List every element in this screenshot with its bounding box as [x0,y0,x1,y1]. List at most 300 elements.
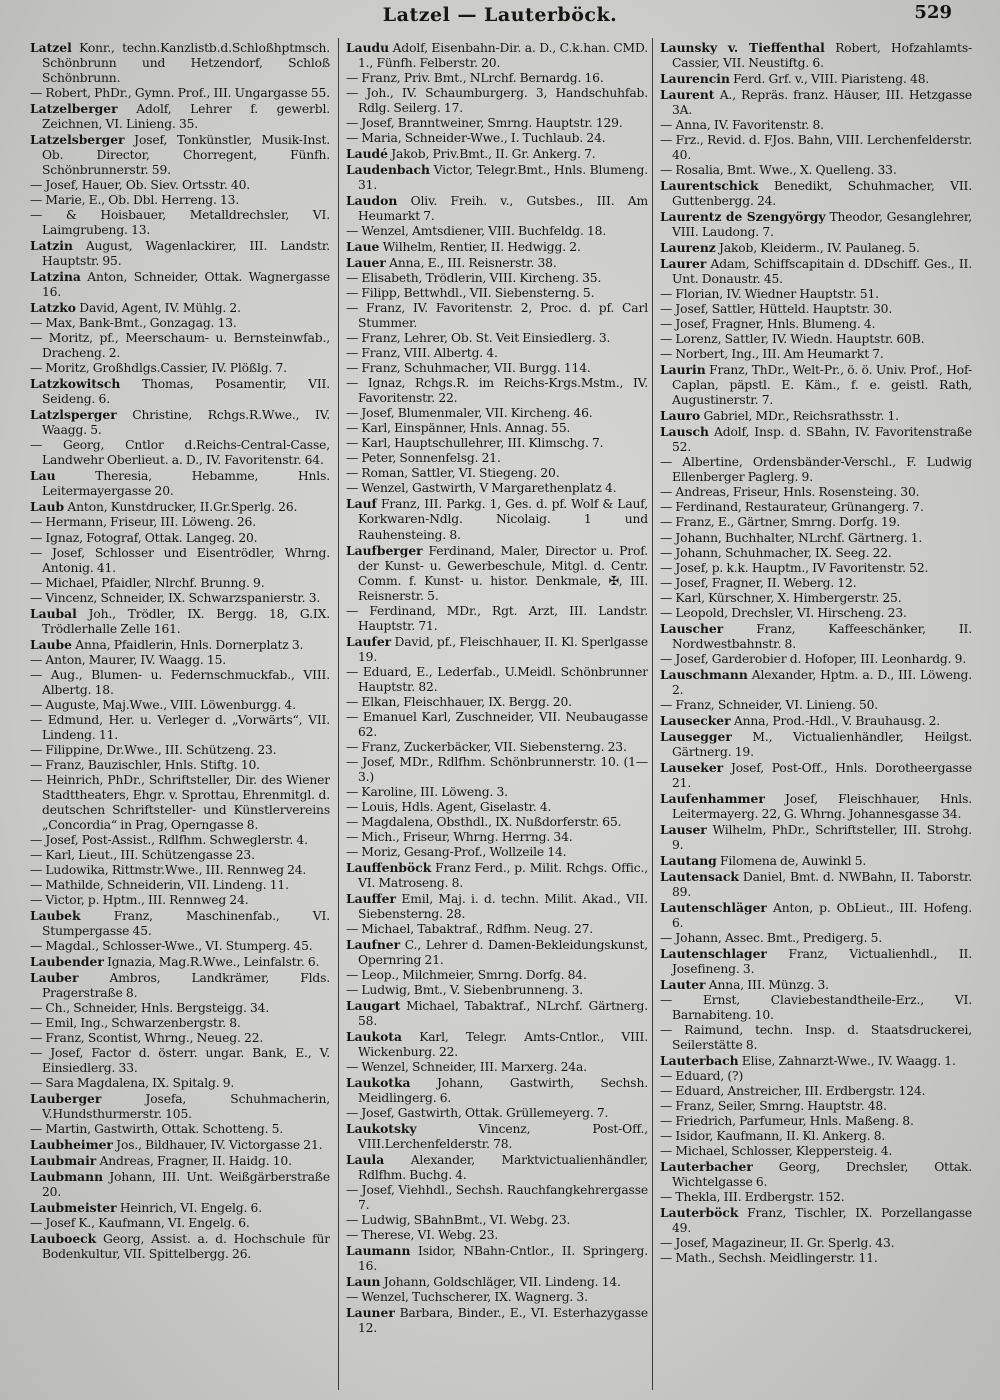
directory-entry [346,466,648,481]
entry-surname: Lauser [660,821,707,837]
entry-surname: Laufberger [346,542,423,558]
entry-surname: Laula [346,1152,385,1168]
entry-details: Thomas, Posamentir, VII. Seideng. 6. [42,377,330,407]
directory-entry [346,937,648,968]
entry-details: — Andreas, Friseur, Hnls. Rosensteing. 30. [660,485,920,500]
directory-entry [660,931,972,946]
directory-entry [30,300,330,316]
entry-surname: Laudé [346,146,388,162]
entry-details: Franz, Kaffeeschänker, II. Nordwestbahnstr. 8. [672,621,972,651]
directory-entry [346,361,648,376]
directory-entry [660,515,972,530]
directory-entry [660,729,972,760]
entry-surname: Laukotsky [346,1121,417,1137]
entry-details: — Florian, IV. Wiedner Hauptstr. 51. [660,287,879,302]
directory-entry [30,653,330,668]
entry-details: Isidor, NBahn-Cntlor., II. Springerg. 16. [358,1244,648,1274]
entry-details: — Leop., Milchmeier, Smrng. Dorfg. 84. [346,967,587,982]
entry-details: — Franz, E., Gärtner, Smrng. Dorfg. 19. [660,515,901,530]
entry-surname: Lauterbach [660,1053,739,1069]
entry-surname: Lauberger [30,1091,102,1107]
directory-entry [660,485,972,500]
directory-entry [346,665,648,695]
directory-entry [660,822,972,853]
entry-surname: Latzin [30,238,73,254]
entry-details: — Karl, Lieut., III. Schützengasse 23. [30,847,255,862]
directory-entry [346,968,648,983]
entry-surname: Laumann [346,1243,411,1259]
entry-details: — Wenzel, Amtsdiener, VIII. Buchfeldg. 18. [346,224,607,239]
entry-surname: Laubender [30,953,104,969]
directory-entry [30,637,330,653]
entry-details: — Auguste, Maj.Wwe., VIII. Löwenburgg. 4. [30,697,296,712]
directory-entry [346,1213,648,1228]
entry-details: — Josef, MDr., Rdlfhm. Schönbrunnerstr. 10. (1—3.) [346,754,648,784]
entry-details: Robert, Hofzahlamts-Cassier, VII. Neustiftg. 6. [672,41,972,71]
directory-entry [30,531,330,546]
directory-entry [346,1152,648,1183]
directory-entry [660,302,972,317]
directory-entry [660,977,972,993]
directory-entry [660,256,972,287]
entry-details: — Franz, Bauzischler, Hnls. Stiftg. 10. [30,757,260,772]
directory-entry [346,983,648,998]
directory-entry [660,900,972,931]
entry-surname: Laubmann [30,1169,104,1185]
entry-details: — Max, Bank-Bmt., Gonzagag. 13. [30,316,237,331]
entry-details: — Norbert, Ing., III. Am Heumarkt 7. [660,347,884,362]
column-middle [346,40,648,1392]
entry-details: — Martin, Gastwirth, Ottak. Schotteng. 5. [30,1122,284,1137]
entry-details: Franz, Maschinenfab., VI. Stumpergasse 45. [42,908,330,938]
directory-entry [660,791,972,822]
entry-details: Anna, E., III. Reisnerstr. 38. [385,256,557,271]
entry-details: — Johann, Assec. Bmt., Predigerg. 5. [660,930,883,945]
entry-details: Ignazia, Mag.R.Wwe., Leinfalstr. 6. [103,954,320,969]
directory-entry [660,455,972,485]
entry-details: — Friedrich, Parfumeur, Hnls. Maßeng. 8. [660,1114,914,1129]
entry-details: — Elkan, Fleischhauer, IX. Bergg. 20. [346,694,572,709]
entry-details: — Ernst, Claviebestandtheile-Erz., VI. Barnabiteng. 10. [660,992,972,1022]
entry-details: M., Victualienhändler, Heilgst. Gärtnerg. 19. [672,729,972,759]
entry-details: Johann, III. Unt. Weißgärberstraße 20. [42,1170,330,1200]
directory-entry [660,576,972,591]
entry-details: Franz Ferd., p. Milit. Rchgs. Offic., VI. Matroseng. 8. [358,860,648,890]
entry-details: — Roman, Sattler, VI. Stiegeng. 20. [346,466,560,481]
directory-entry [346,1305,648,1336]
entry-surname: Lauber [30,969,79,985]
entry-surname: Lauter [660,976,706,992]
entry-details: Adolf, Lehrer f. gewerbl. Zeichnen, VI. Linieng. 35. [42,102,330,132]
entry-details: — Math., Sechsh. Meidlingerstr. 11. [660,1251,878,1266]
entry-details: Andreas, Fragner, II. Haidg. 10. [96,1154,292,1169]
entry-details: Josef, Post-Off., Hnls. Dorotheergasse 21. [672,760,972,790]
directory-entry [660,667,972,698]
entry-details: Vincenz, Post-Off., VIII.Lerchenfelderstr. 78. [358,1122,648,1152]
entry-details: — Josef, Blumenmaler, VII. Kircheng. 46. [346,406,593,421]
directory-entry [346,1106,648,1121]
entry-details: — Magdal., Schlosser-Wwe., VI. Stumperg. 45. [30,938,313,953]
entry-details: Anton, Schneider, Ottak. Wagnergasse 16. [42,270,330,300]
directory-entry [346,496,648,542]
directory-entry [660,163,972,178]
directory-entry [660,500,972,515]
entry-surname: Laurentz de Szengyörgy [660,209,826,225]
directory-entry [346,255,648,271]
entry-surname: Latzelberger [30,101,118,117]
entry-details: Josef, Fleischhauer, Hnls. Leitermayerg. 22, G. Whrng. Johannesgasse 34. [672,791,972,821]
directory-entry [30,269,330,300]
directory-entry [660,240,972,256]
entry-details: Johann, Goldschläger, VII. Lindeng. 14. [380,1275,621,1290]
directory-entry [660,1069,972,1084]
entry-surname: Laukota [346,1029,402,1045]
entry-details: — Therese, VI. Webg. 23. [346,1228,499,1243]
directory-entry [346,406,648,421]
running-head: Latzel — Lauterböck. [382,4,618,26]
directory-entry [346,1243,648,1274]
directory-entry [346,634,648,665]
entry-details: Franz, Tischler, IX. Porzellangasse 49. [672,1206,972,1236]
columns [30,40,972,1392]
entry-details: — Josef, Viehhdl., Sechsh. Rauchfangkehrergasse 7. [346,1183,648,1213]
directory-entry [346,436,648,451]
entry-details: — Heinrich, PhDr., Schriftsteller, Dir. des Wiener Stadttheaters, Ehgr. v. Sprottau, Ehrenmitgl. d. deutschen Schriftsteller- und Künstlervereins „Concordia“ in Prag, Operngasse 8. [30,772,330,832]
entry-details: — Karoline, III. Löweng. 3. [346,784,508,799]
entry-details: — Raimund, techn. Insp. d. Staatsdruckerei, Seilerstätte 8. [660,1023,972,1053]
entry-details: — Ludowika, Rittmstr.Wwe., III. Rennweg 24. [30,862,307,877]
directory-entry [346,1274,648,1290]
entry-details: — Filipp, Bettwhdl., VII. Siebensterng. 5. [346,286,595,301]
entry-details: — Georg, Cntlor d.Reichs-Central-Casse, Landwehr Oberlieut. a. D., IV. Favoritenstr. 64. [30,438,330,468]
entry-details: Theodor, Gesanglehrer, VIII. Laudong. 7. [672,210,972,240]
entry-details: Josefa, Schuhmacherin, V.Hundsthurmerstr. 105. [42,1092,330,1122]
directory-entry [346,1228,648,1243]
entry-surname: Laube [30,636,72,652]
directory-entry [30,193,330,208]
entry-surname: Laurentschick [660,178,759,194]
entry-details: Anna, III. Münzg. 3. [705,977,829,992]
entry-details: Franz, Victualienhdl., II. Josefineng. 3. [672,946,972,976]
entry-details: Anton, Kunstdrucker, II.Gr.Sperlg. 26. [64,500,298,515]
directory-entry [30,178,330,193]
directory-entry [30,833,330,848]
entry-details: — Franz, Zuckerbäcker, VII. Siebensterng. 23. [346,739,627,754]
directory-entry [30,878,330,893]
entry-details: Barbara, Binder., E., VI. Esterhazygasse 12. [358,1306,648,1336]
entry-details: August, Wagenlackirer, III. Landstr. Hauptstr. 95. [42,239,330,269]
entry-details: David, pf., Fleischhauer, II. Kl. Sperlgasse 19. [358,634,648,664]
directory-entry [30,1091,330,1122]
directory-entry [346,481,648,496]
entry-details: — Moritz, Großhdlgs.Cassier, IV. Plößlg. 7. [30,361,287,376]
entry-surname: Lauffer [346,890,396,906]
entry-details: Christine, Rchgs.R.Wwe., IV. Waagg. 5. [42,408,330,438]
entry-details: — Mich., Friseur, Whrng. Herrng. 34. [346,829,573,844]
directory-entry [30,438,330,468]
entry-details: — Michael, Tabaktraf., Rdfhm. Neug. 27. [346,921,594,936]
directory-entry [346,845,648,860]
directory-entry [30,743,330,758]
directory-entry [30,893,330,908]
entry-details: C., Lehrer d. Damen-Bekleidungskunst, Opernring 21. [358,937,648,967]
directory-entry [30,668,330,698]
entry-surname: Launsky v. Tieffenthal [660,40,825,55]
directory-entry [346,224,648,239]
directory-entry [660,40,972,71]
entry-details: — Franz, Priv. Bmt., NLrchf. Bernardg. 16. [346,71,604,86]
directory-entry [660,408,972,424]
entry-details: — Josef, Gastwirth, Ottak. Grüllemeyerg. 7. [346,1106,609,1121]
directory-entry [30,376,330,407]
entry-surname: Latzlsperger [30,407,117,423]
entry-details: — Franz, Seiler, Smrng. Hauptstr. 48. [660,1099,887,1114]
entry-details: Theresia, Hebamme, Hnls. Leitermayergasse 20. [42,469,330,499]
entry-details: Anna, Pfaidlerin, Hnls. Dornerplatz 3. [71,637,304,652]
directory-entry [30,546,330,576]
directory-entry [30,954,330,970]
entry-details: — Ignaz, Rchgs.R. im Reichs-Krgs.Mstm., IV. Favoritenstr. 22. [346,376,648,406]
directory-entry [660,1099,972,1114]
entry-details: — Ludwig, Bmt., V. Siebenbrunneng. 3. [346,982,584,997]
entry-surname: Lauterböck [660,1205,739,1221]
entry-surname: Lauffenböck [346,859,432,875]
entry-details: — Victor, p. Hptm., III. Rennweg 24. [30,892,249,907]
entry-surname: Laurencin [660,71,730,87]
directory-entry [660,133,972,163]
entry-details: — Wenzel, Schneider, III. Marxerg. 24a. [346,1060,587,1075]
entry-surname: Lausecker [660,712,731,728]
directory-entry [660,1236,972,1251]
entry-details: — Anna, IV. Favoritenstr. 8. [660,118,824,133]
directory-entry [346,815,648,830]
directory-entry [30,848,330,863]
directory-entry [346,86,648,116]
directory-entry [660,531,972,546]
directory-entry [30,40,330,86]
entry-surname: Lauro [660,408,701,424]
entry-details: — Ch., Schneider, Hnls. Bergsteigg. 34. [30,1000,270,1015]
entry-details: — Isidor, Kaufmann, II. Kl. Ankerg. 8. [660,1129,886,1144]
directory-entry [660,606,972,621]
entry-details: — Karl, Einspänner, Hnls. Annag. 55. [346,421,571,436]
directory-entry [346,71,648,86]
entry-details: — Filippine, Dr.Wwe., III. Schützeng. 23. [30,742,277,757]
entry-details: Daniel, Bmt. d. NWBahn, II. Taborstr. 89. [672,869,972,899]
directory-entry [660,869,972,900]
entry-details: Alexander, Hptm. a. D., III. Löweng. 2. [672,667,972,697]
entry-details: — Karl, Kürschner, X. Himbergerstr. 25. [660,590,902,605]
directory-entry [660,652,972,667]
directory-entry [660,1251,972,1266]
entry-details: — Eduard, E., Lederfab., U.Meidl. Schönbrunner Hauptstr. 82. [346,664,648,694]
entry-details: Heinrich, VI. Engelg. 6. [116,1201,262,1216]
directory-entry [660,713,972,729]
entry-surname: Lausch [660,424,709,440]
entry-details: Wilhelm, Rentier, II. Hedwigg. 2. [379,240,581,255]
directory-entry [346,40,648,71]
directory-entry [30,1137,330,1153]
entry-details: — Franz, Schneider, VI. Linieng. 50. [660,697,879,712]
directory-entry [346,162,648,193]
entry-details: — Josef, Schlosser und Eisentrödler, Whrng. Antonig. 41. [30,545,330,575]
entry-details: — Albertine, Ordensbänder-Verschl., F. Ludwig Ellenberger Paglerg. 9. [660,455,972,485]
entry-surname: Lauschmann [660,666,748,682]
entry-surname: Lauboeck [30,1231,97,1247]
directory-entry [30,1046,330,1076]
entry-details: — Ludwig, SBahnBmt., VI. Webg. 23. [346,1213,571,1228]
entry-surname: Laubmair [30,1153,97,1169]
entry-details: — Sara Magdalena, IX. Spitalg. 9. [30,1076,235,1091]
entry-details: — Ferdinand, MDr., Rgt. Arzt, III. Landstr. Hauptstr. 71. [346,603,648,633]
entry-details: — Wenzel, Tuchscherer, IX. Wagnerg. 3. [346,1290,588,1305]
directory-entry [660,332,972,347]
directory-entry [660,1053,972,1069]
entry-details: — Karl, Hauptschullehrer, III. Klimschg. 7. [346,436,604,451]
entry-details: — Lorenz, Sattler, IV. Wiedn. Hauptstr. 60B. [660,332,925,347]
directory-entry [30,908,330,939]
directory-entry [30,331,330,361]
directory-entry [660,87,972,118]
directory-entry [30,713,330,743]
entry-surname: Laufenhammer [660,790,765,806]
entry-details: — Peter, Sonnenfelsg. 21. [346,451,501,466]
directory-entry [660,1144,972,1159]
entry-details: — Leopold, Drechsler, VI. Hirscheng. 23. [660,605,907,620]
entry-details: — Michael, Pfaidler, Nlrchf. Brunng. 9. [30,575,265,590]
entry-details: — Josef, Post-Assist., Rdlfhm. Schweglerstr. 4. [30,832,308,847]
entry-details: — Josef, Branntweiner, Smrng. Hauptstr. 129. [346,116,623,131]
directory-entry [346,376,648,406]
directory-entry [346,331,648,346]
entry-details: — Josef, Hauer, Ob. Siev. Ortsstr. 40. [30,178,251,193]
entry-details: — Maria, Schneider-Wwe., I. Tuchlaub. 24. [346,131,606,146]
entry-details: Anna, Prod.-Hdl., V. Brauhausg. 2. [730,713,941,728]
entry-details: Josef, Tonkünstler, Musik-Inst. Ob. Director, Chorregent, Fünfh. Schönbrunnerstr. 59. [42,133,330,178]
directory-entry [346,451,648,466]
directory-entry [30,1016,330,1031]
directory-entry [660,317,972,332]
entry-details: — Franz, Schuhmacher, VII. Burgg. 114. [346,361,591,376]
directory-entry [346,710,648,740]
entry-surname: Lausegger [660,728,732,744]
entry-details: Jos., Bildhauer, IV. Victorgasse 21. [112,1138,323,1153]
entry-details: Georg, Assist. a. d. Hochschule für Bodenkultur, VII. Spittelbergg. 26. [42,1232,330,1262]
directory-entry [346,286,648,301]
entry-details: — Eduard, Anstreicher, III. Erdbergstr. 124. [660,1084,926,1099]
entry-details: — Josef, Factor d. österr. ungar. Bank, E., V. Einsiedlerg. 33. [30,1046,330,1076]
entry-surname: Laurin [660,362,706,378]
entry-details: — Magdalena, Obsthdl., IX. Nußdorferstr. 65. [346,814,622,829]
entry-details: Adolf, Insp. d. SBahn, IV. Favoritenstraße 52. [672,425,972,455]
entry-details: — Franz, Lehrer, Ob. St. Veit Einsiedlerg. 3. [346,331,611,346]
directory-entry [346,740,648,755]
entry-details: Ferdinand, Maler, Director u. Prof. der Kunst- u. Gewerbeschule, Mitgl. d. Centr. Comm. f. Kunst- u. histor. Denkmale, ✠, III. Reisnerstr. 5. [358,543,648,603]
page-header [0,0,1000,30]
entry-surname: Lautenschläger [660,899,767,915]
directory-entry [346,1075,648,1106]
directory-entry [30,1153,330,1169]
entry-details: — Wenzel, Gastwirth, V Margarethenplatz 4. [346,481,617,496]
entry-details: — Franz, Scontist, Whrng., Neueg. 22. [30,1031,264,1046]
directory-entry [30,591,330,606]
column-right [660,40,972,1392]
column-left [30,40,330,1392]
directory-entry [346,891,648,922]
entry-details: Elise, Zahnarzt-Wwe., IV. Waagg. 1. [738,1054,956,1069]
directory-entry [30,576,330,591]
directory-entry [346,193,648,224]
entry-surname: Laue [346,239,380,255]
directory-entry [660,1023,972,1053]
entry-details: — Elisabeth, Trödlerin, VIII. Kircheng. 35. [346,271,602,286]
entry-details: — Marie, E., Ob. Dbl. Herreng. 13. [30,193,240,208]
entry-details: — Joh., IV. Schaumburgerg. 3, Handschuhfab. Rdlg. Seilerg. 17. [346,86,648,116]
directory-entry [346,1060,648,1075]
entry-details: — Louis, Hdls. Agent, Giselastr. 4. [346,799,552,814]
entry-details: Wilhelm, PhDr., Schriftsteller, III. Strohg. 9. [672,822,972,852]
directory-entry [346,800,648,815]
directory-entry [30,1200,330,1216]
entry-details: — Ignaz, Fotograf, Ottak. Langeg. 20. [30,530,258,545]
entry-details: A., Repräs. franz. Häuser, III. Hetzgasse 3A. [672,88,972,118]
entry-details: — Moritz, pf., Meerschaum- u. Bernsteinwfab., Dracheng. 2. [30,331,330,361]
entry-details: Karl, Telegr. Amts-Cntlor., VIII. Wickenburg. 22. [358,1030,648,1060]
entry-surname: Laukotka [346,1075,411,1091]
entry-details: — Robert, PhDr., Gymn. Prof., III. Ungargasse 55. [30,86,330,101]
entry-surname: Laufner [346,936,401,952]
directory-entry [346,922,648,937]
directory-entry [660,424,972,455]
entry-details: — Moriz, Gesang-Prof., Wollzeile 14. [346,844,567,859]
directory-entry [30,863,330,878]
directory-entry [660,1190,972,1205]
directory-entry [346,785,648,800]
directory-entry [30,361,330,376]
directory-entry [660,362,972,408]
entry-details: Adolf, Eisenbahn-Dir. a. D., C.k.han. CMD. 1., Fünfh. Felberstr. 20. [358,41,648,71]
directory-entry [660,546,972,561]
entry-details: Alexander, Marktvictualienhändler, Rdlfhm. Buchg. 4. [358,1153,648,1183]
directory-entry [30,698,330,713]
directory-entry [30,208,330,238]
entry-details: — Josef, Fragner, Hnls. Blumeng. 4. [660,317,876,332]
entry-details: — Josef K., Kaufmann, VI. Engelg. 6. [30,1216,250,1231]
entry-details: Emil, Maj. i. d. techn. Milit. Akad., VII. Siebensterng. 28. [358,891,648,921]
entry-details: — Mathilde, Schneiderin, VII. Lindeng. 11. [30,877,289,892]
directory-entry [346,860,648,891]
entry-surname: Laugart [346,997,401,1013]
entry-surname: Laub [30,499,65,515]
entry-surname: Laurent [660,87,715,103]
directory-entry [30,1169,330,1200]
entry-surname: Laubheimer [30,1137,113,1153]
entry-surname: Lauterbacher [660,1159,753,1175]
entry-details: — Hermann, Friseur, III. Löweng. 26. [30,515,256,530]
entry-details: Konr., techn.Kanzlistb.d.Schloßhptmsch. Schönbrunn und Hetzendorf, Schloß Schönbrunn. [42,41,330,86]
directory-entry [660,1129,972,1144]
directory-entry [30,1031,330,1046]
entry-surname: Latzko [30,300,76,316]
entry-details: — Edmund, Her. u. Verleger d. „Vorwärts“, VII. Lindeng. 11. [30,712,330,742]
entry-surname: Launer [346,1305,395,1321]
directory-entry [30,468,330,499]
directory-entry [660,1084,972,1099]
entry-surname: Lauseker [660,759,724,775]
entry-details: — Michael, Schlosser, Kleppersteig. 4. [660,1144,893,1159]
directory-entry [660,561,972,576]
directory-entry [660,853,972,869]
